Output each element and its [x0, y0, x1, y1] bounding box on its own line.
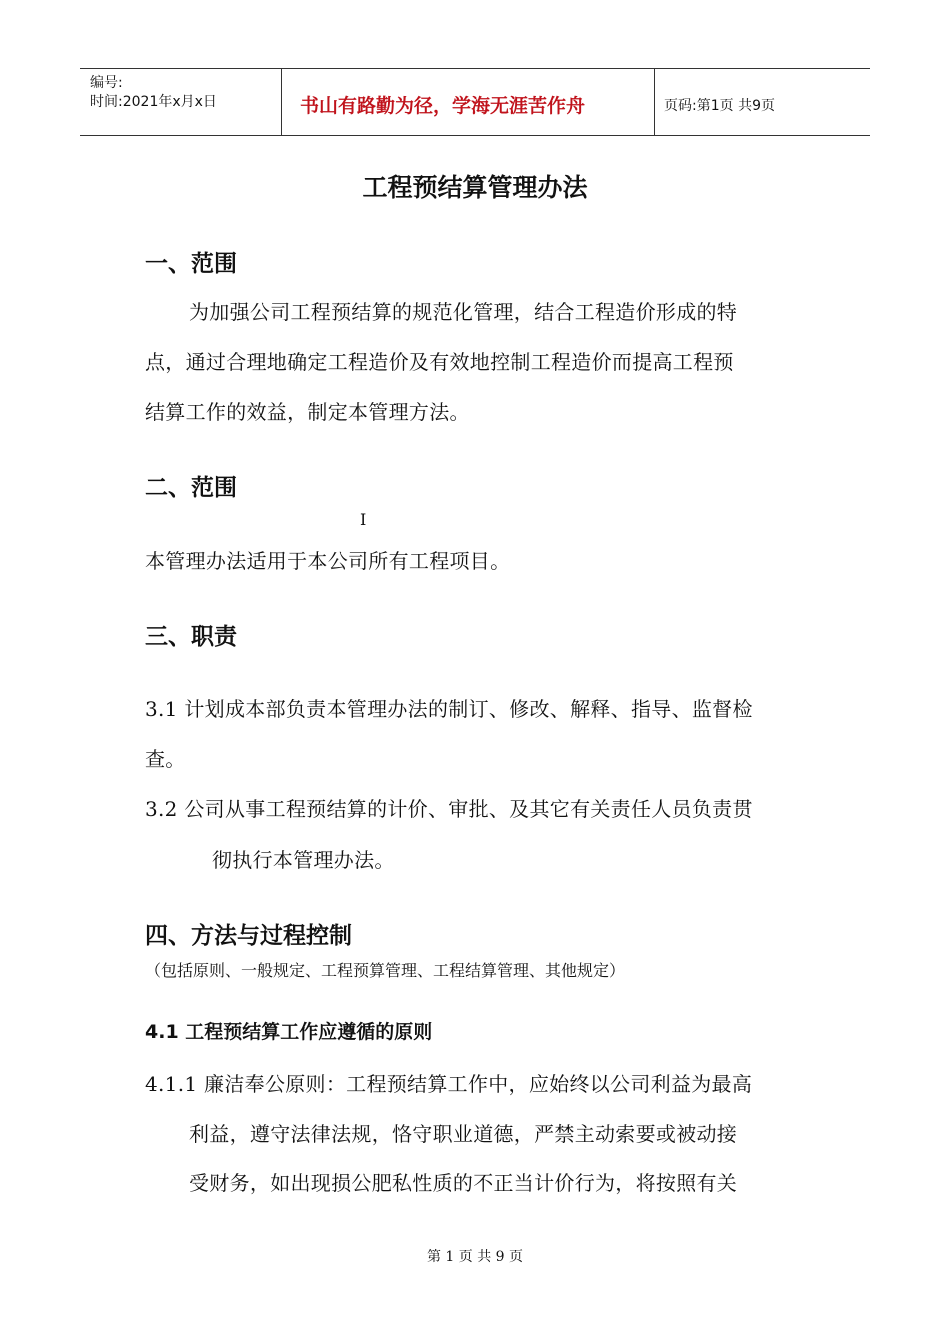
section-3-line-1: 3.1 计划成本部负责本管理办法的制订、修改、解释、指导、监督检 — [145, 697, 753, 721]
section-3-heading: 三、职责 — [145, 624, 237, 650]
header-time-label: 时间:2021年x月x日 — [90, 94, 217, 110]
header-motto: 书山有路勤为径，学海无涯苦作舟 — [300, 95, 586, 117]
section-1-line-1: 为加强公司工程预结算的规范化管理，结合工程造价形成的特 — [189, 300, 738, 324]
section-2-heading: 二、范围 — [145, 475, 237, 501]
text-cursor: I — [360, 510, 367, 529]
header-page-info: 页码:第1页 共9页 — [664, 98, 775, 114]
header-divider-left — [281, 68, 282, 136]
section-4-note: （包括原则、一般规定、工程预算管理、工程结算管理、其他规定） — [145, 961, 626, 980]
section-2-line-1: 本管理办法适用于本公司所有工程项目。 — [145, 549, 511, 573]
section-3-line-4: 彻执行本管理办法。 — [212, 848, 395, 872]
section-4-1-heading: 4.1 工程预结算工作应遵循的原则 — [145, 1021, 433, 1043]
section-1-heading: 一、范围 — [145, 251, 237, 277]
header-divider-right — [654, 68, 655, 136]
section-4-line-1: 4.1.1 廉洁奉公原则：工程预结算工作中，应始终以公司利益为最高 — [145, 1072, 753, 1096]
document-title: 工程预结算管理办法 — [362, 173, 588, 202]
header-bottom-border — [80, 135, 870, 136]
section-4-heading: 四、方法与过程控制 — [145, 923, 352, 949]
section-3-line-3: 3.2 公司从事工程预结算的计价、审批、及其它有关责任人员负责贯 — [145, 797, 753, 821]
section-1-line-3: 结算工作的效益，制定本管理方法。 — [145, 400, 470, 424]
page-footer: 第 1 页 共 9 页 — [426, 1249, 524, 1265]
section-3-line-2: 查。 — [145, 747, 186, 771]
section-1-line-2: 点，通过合理地确定工程造价及有效地控制工程造价而提高工程预 — [145, 350, 734, 374]
header-serial-label: 编号: — [90, 75, 123, 91]
section-4-line-2: 利益，遵守法律法规，恪守职业道德，严禁主动索要或被动接 — [189, 1122, 738, 1146]
header-top-border — [80, 68, 870, 69]
section-4-line-3: 受财务，如出现损公肥私性质的不正当计价行为，将按照有关 — [189, 1171, 738, 1195]
